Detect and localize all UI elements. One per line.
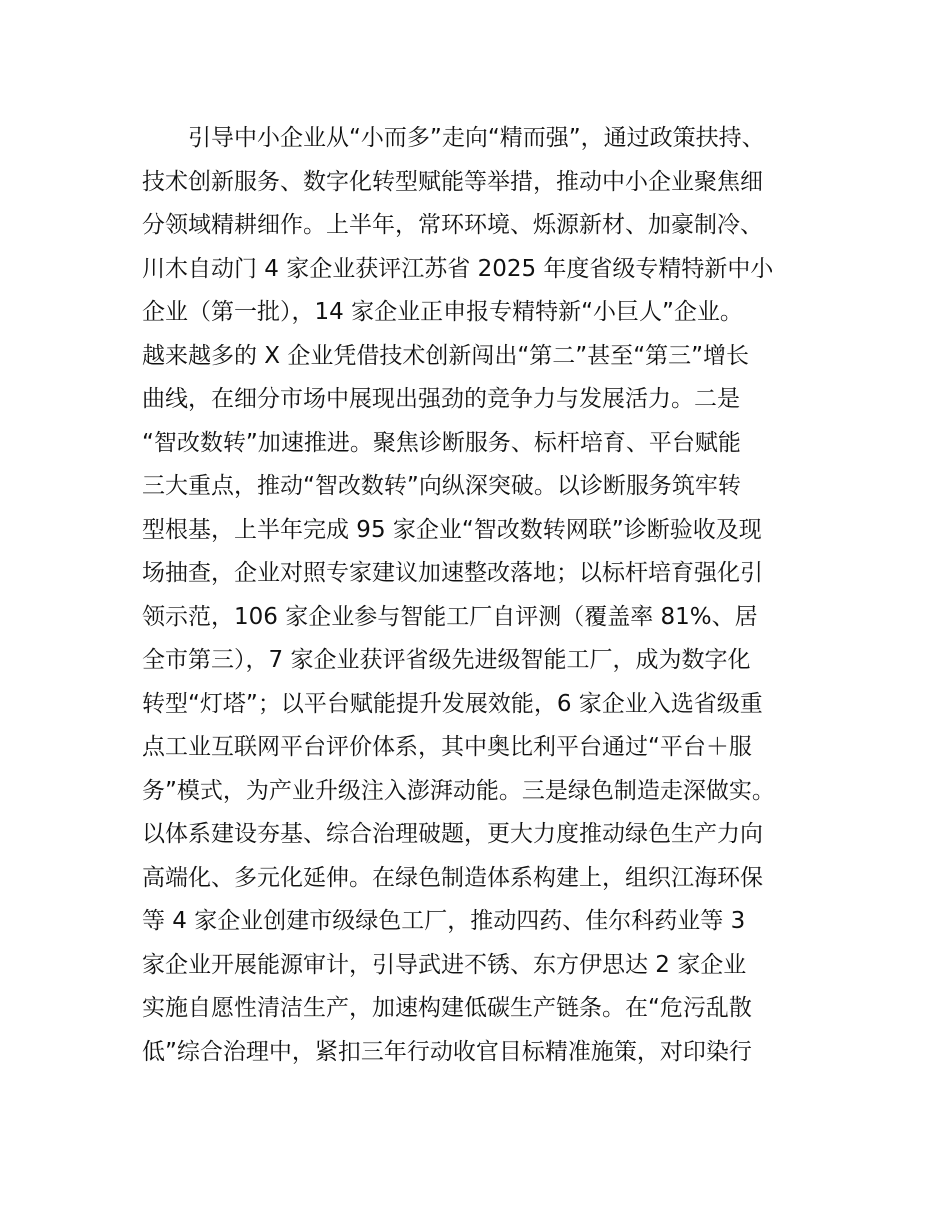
text-line-13: 全市第三），7 家企业获评省级先进级智能工厂，成为数字化 (142, 647, 751, 673)
text-line-4: 川木自动门 4 家企业获评江苏省 2025 年度省级专精特新中小 (142, 255, 774, 282)
text-line-21: 实施自愿性清洁生产，加速构建低碳生产链条。在“危污乱散 (142, 995, 752, 1021)
text-line-16: 务”模式，为产业升级注入澎湃动能。三是绿色制造走深做实。 (142, 777, 775, 804)
text-line-9: 三大重点，推动“智改数转”向纵深突破。以诊断服务筑牢转 (142, 473, 741, 499)
text-line-10: 型根基，上半年完成 95 家企业“智改数转网联”诊断验收及现 (142, 516, 762, 543)
text-line-14: 转型“灯塔”；以平台赋能提升发展效能，6 家企业入选省级重 (142, 690, 763, 717)
text-line-15: 点工业互联网平台评价体系，其中奥比利平台通过“平台＋服 (142, 734, 752, 760)
text-line-5: 企业（第一批），14 家企业正申报专精特新“小巨人”企业。 (142, 299, 743, 325)
text-line-2: 技术创新服务、数字化转型赋能等举措，推动中小企业聚焦细 (142, 168, 763, 195)
text-line-7: 曲线，在细分市场中展现出强劲的竞争力与发展活力。二是 (142, 386, 740, 412)
text-line-20: 家企业开展能源审计，引导武进不锈、东方伊思达 2 家企业 (142, 951, 747, 978)
text-line-1: 引导中小企业从“小而多”走向“精而强”，通过政策扶持、 (188, 125, 765, 151)
text-line-19: 等 4 家企业创建市级绿色工厂，推动四药、佳尔科药业等 3 (142, 908, 746, 934)
text-line-22: 低”综合治理中，紧扣三年行动收官目标精准施策，对印染行 (142, 1038, 752, 1065)
text-line-6: 越来越多的 X 企业凭借技术创新闯出“第二”甚至“第三”增长 (142, 342, 750, 369)
text-line-3: 分领域精耕细作。上半年，常环环境、烁源新材、加豪制冷、 (142, 212, 763, 238)
text-line-17: 以体系建设夯基、综合治理破题，更大力度推动绿色生产力向 (142, 821, 763, 847)
body-paragraph (142, 117, 832, 1074)
text-line-8: “智改数转”加速推进。聚焦诊断服务、标杆培育、平台赋能 (142, 429, 741, 456)
text-line-11: 场抽查，企业对照专家建议加速整改落地；以标杆培育强化引 (142, 560, 763, 586)
text-line-18: 高端化、多元化延伸。在绿色制造体系构建上，组织江海环保 (142, 864, 763, 891)
text-line-12: 领示范，106 家企业参与智能工厂自评测（覆盖率 81%、居 (142, 603, 758, 630)
